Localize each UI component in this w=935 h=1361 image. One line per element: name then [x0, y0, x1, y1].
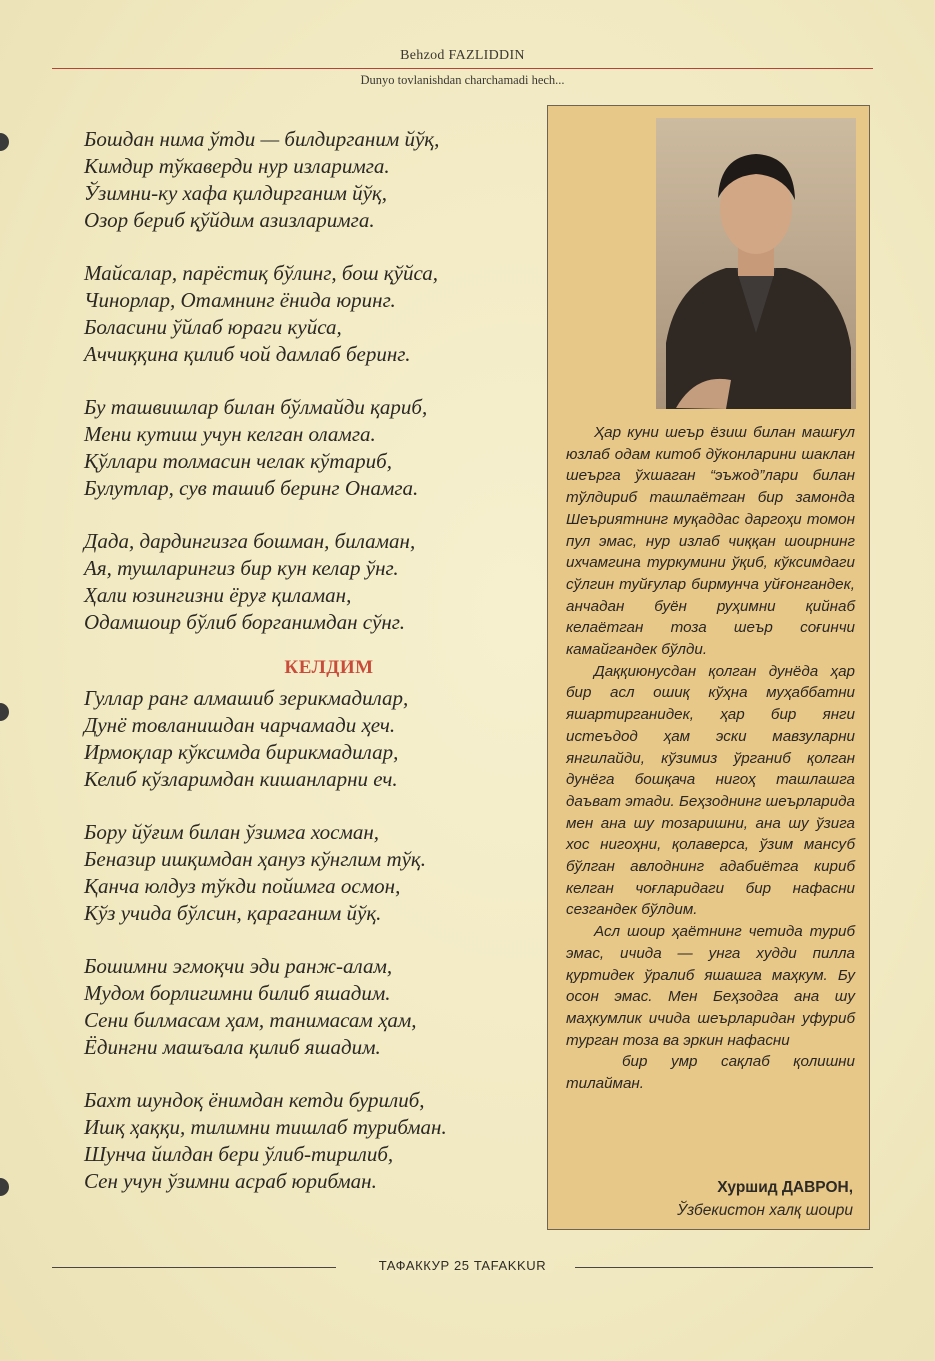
header-subtitle: Dunyo tovlanishdan charchamadi hech...	[360, 73, 565, 87]
poem-line: Бошимни эгмоқчи эди ранж-алам,	[84, 954, 393, 978]
poem-line: Беназир ишқимдан ҳануз кўнглим тўқ.	[84, 847, 427, 871]
poem-section-1	[84, 126, 554, 636]
poem-line: Дада, дардингизга бошман, биламан,	[84, 529, 416, 553]
poem-line: Шунча йилдан бери ўлиб-тирилиб,	[84, 1142, 394, 1166]
commentary-paragraph: Ҳар куни шеър ёзиш билан машғул юзлаб одам китоб дўконларини шаклан шеърга ўхшаган “эъжод”лари билан тўлдириб ташлаётган бир замонда Шеъриятнинг муқаддас даргоҳи томон пул эмас, нур излаб чиққан шоирнинг ихчамгина туркумини ўқиб, кўксимдаги сўлгин туйғулар бирмунча уйғонгандек, анчадан буён руҳимни қийнаб келаётган тоза шеър соғинчи камайгандек бўлди.	[566, 424, 855, 659]
page-header	[52, 48, 873, 88]
poem-line: Сен учун ўзимни асраб юрибман.	[84, 1169, 377, 1193]
poem-line: Қанча юлдуз тўкди пойимга осмон,	[84, 874, 401, 898]
header-divider	[52, 68, 873, 69]
poem-column	[84, 126, 554, 1221]
signature-name: Хуршид ДАВРОН,	[717, 1179, 853, 1196]
poem-stanza	[84, 260, 554, 368]
poem-section-2	[84, 685, 554, 1195]
poem-line: Мудом борлигимни билиб яшадим.	[84, 981, 391, 1005]
poem-line: Одамшоир бўлиб борганимдан сўнг.	[84, 610, 405, 634]
poem-line: Бору йўғим билан ўзимга хосман,	[84, 820, 380, 844]
commentary-paragraph: Асл шоир ҳаётнинг четида туриб эмас, ичида — унга худди пилла қуртидек ўралиб яшашга маҳкум. Бу осон эмас. Мен Беҳзодга ана шу маҳкумлик ичида шеърларидан уфуриб турган тоза ва эркин нафасни	[566, 923, 855, 1049]
poem-line: Сени билмасам ҳам, танимасам ҳам,	[84, 1008, 417, 1032]
poem-line: Ўзимни-ку хафа қилдирганим йўқ,	[84, 181, 387, 205]
poem-stanza	[84, 685, 554, 793]
poem-line: Бахт шундоқ ёнимдан кетди бурилиб,	[84, 1088, 425, 1112]
poem-line: Ёдингни машъала қилиб яшадим.	[84, 1035, 381, 1059]
poem-line: Қўллари толмасин челак кўтариб,	[84, 449, 392, 473]
header-author: Behzod FAZLIDDIN	[400, 48, 525, 63]
poem-line: Чинорлар, Отамнинг ёнида юринг.	[84, 288, 396, 312]
poem-line: Майсалар, парёстиқ бўлинг, бош қўйса,	[84, 261, 438, 285]
poem-line: Мени кутиш учун келган оламга.	[84, 422, 376, 446]
poem-line: Ҳали юзингизни ёруғ қиламан,	[84, 583, 352, 607]
poem-stanza	[84, 126, 554, 234]
poem-line: Кимдир тўкаверди нур изларимга.	[84, 154, 390, 178]
poem-line: Дунё товланишдан чарчамади ҳеч.	[84, 713, 396, 737]
poem-line: Булутлар, сув ташиб беринг Онамга.	[84, 476, 419, 500]
poem-line: Озор бериб қўйдим азизларимга.	[84, 208, 375, 232]
poem-title: КЕЛДИМ	[284, 657, 374, 678]
poem-stanza	[84, 953, 554, 1061]
poem-line: Кўз учида бўлсин, қараганим йўқ.	[84, 901, 382, 925]
poem-line: Ая, тушларингиз бир кун келар ўнг.	[84, 556, 399, 580]
poem-line: Аччиққина қилиб чой дамлаб беринг.	[84, 342, 411, 366]
poem-line: Ирмоқлар кўксимда бирикмадилар,	[84, 740, 399, 764]
poem-stanza	[84, 394, 554, 502]
poem-line: Боласини ўйлаб юраги куйса,	[84, 315, 342, 339]
poem-line: Бу ташвишлар билан бўлмайди қариб,	[84, 395, 428, 419]
poem-line: Келиб кўзларимдан кишанларни еч.	[84, 767, 398, 791]
poem-line: Ишқ ҳаққи, тилимни тишлаб турибман.	[84, 1115, 447, 1139]
footer-page-label: ТАФАККУР 25 TAFAKKUR	[371, 1258, 555, 1273]
signature-title: Ўзбекистон халқ шоири	[677, 1202, 853, 1219]
author-photo	[656, 118, 856, 409]
signature	[677, 1179, 853, 1220]
poem-stanza	[84, 1087, 554, 1195]
commentary-text	[566, 422, 855, 1095]
poem-line: Гуллар ранг алмашиб зерикмадилар,	[84, 686, 409, 710]
commentary-paragraph: Даққиюнусдан қолган дунёда ҳар бир асл ошиқ кўҳна муҳаббатни яшартирганидек, ҳар бир янги истеъдод ҳам эски мавзуларни янгилайди, кўзимиз ўрганиб қолган дунёга бошқача нигоҳ ташлашга даъват этади. Беҳзоднинг шеърларида мен ана шу тозаришни, ана шу ўзига хос нигоҳни, қолаверса, ўзим мансуб бўлган авлоднинг адабиётга кириб келган чоғларидаги бир нафасни сезгандек бўлдим.	[566, 662, 855, 919]
page-footer	[52, 1258, 873, 1276]
poem-stanza	[84, 528, 554, 636]
commentary-paragraph: бир умр сақлаб қолишни тилайман.	[566, 1053, 855, 1093]
commentary-box	[547, 105, 870, 1230]
poem-line: Бошдан нима ўтди — билдирганим йўқ,	[84, 127, 440, 151]
poem-stanza	[84, 819, 554, 927]
